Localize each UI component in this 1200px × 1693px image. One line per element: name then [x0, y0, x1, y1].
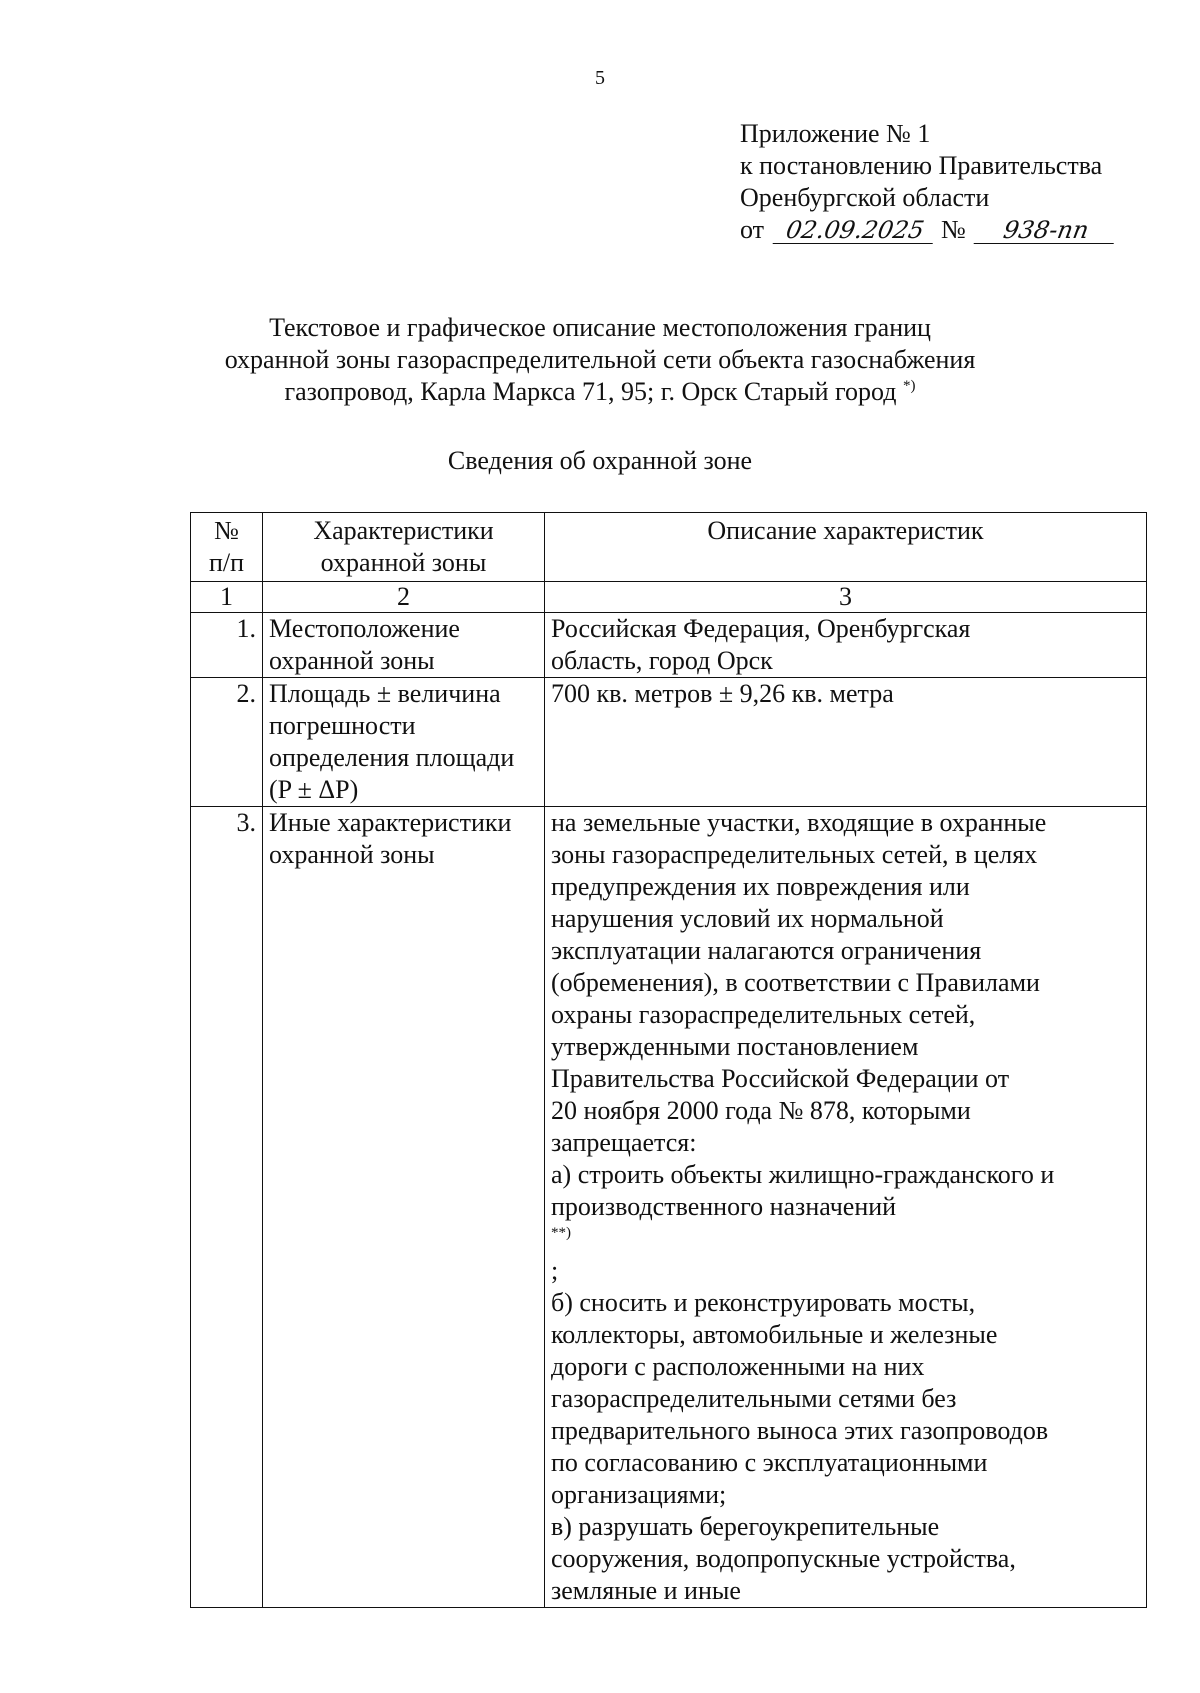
description-line: эксплуатации налагаются ограничения	[551, 936, 982, 965]
title-line-1: Текстовое и графическое описание местоположения границ	[269, 313, 931, 342]
characteristic-line: Площадь ± величина	[269, 679, 501, 708]
characteristic-line: Местоположение	[269, 614, 460, 643]
characteristic-line: погрешности	[269, 711, 416, 740]
appendix-region-line: Оренбургской области	[740, 183, 990, 212]
section-subtitle: Сведения об охранной зоне	[447, 446, 753, 475]
description-line: организациями;	[551, 1480, 727, 1509]
characteristic-line: охранной зоны	[269, 646, 435, 675]
column-number-2: 2	[263, 582, 545, 613]
description-line: земляные и иные	[551, 1576, 741, 1605]
row-description	[545, 678, 1147, 807]
header-characteristics-line-2: охранной зоны	[320, 548, 487, 577]
header-characteristics-cell	[263, 513, 545, 582]
description-line: газораспределительными сетями без	[551, 1384, 957, 1413]
handwritten-document-number: 938-пп	[974, 217, 1119, 244]
table-row	[191, 613, 1147, 678]
characteristic-line: Иные характеристики	[269, 808, 512, 837]
characteristic-line: определения площади	[269, 743, 515, 772]
description-footnote-mark: **)	[551, 1225, 571, 1241]
description-line: зоны газораспределительных сетей, в целях	[551, 840, 1038, 869]
column-number-row	[191, 582, 1147, 613]
title-footnote-mark: *)	[903, 378, 916, 394]
page-number: 5	[595, 67, 605, 89]
header-number-pp: п/п	[208, 548, 245, 577]
zone-info-table	[190, 512, 1147, 1608]
table-row	[191, 678, 1147, 807]
title-line-3	[0, 376, 1200, 408]
number-sign-label: №	[941, 215, 966, 244]
description-line: коллекторы, автомобильные и железные	[551, 1320, 998, 1349]
ot-label: от	[740, 215, 765, 244]
appendix-resolution-line: к постановлению Правительства	[740, 151, 1103, 180]
description-line-with-footnote	[551, 1191, 1140, 1287]
row-index: 2.	[191, 678, 263, 807]
row-index: 1.	[191, 613, 263, 678]
title-line-2: охранной зоны газораспределительной сети объекта газоснабжения	[224, 345, 976, 374]
title-line-3-text: газопровод, Карла Маркса 71, 95; г. Орск Старый город	[284, 377, 897, 406]
description-line: сооружения, водопропускные устройства,	[551, 1544, 1016, 1573]
table-row	[191, 807, 1147, 1608]
characteristic-line: охранной зоны	[269, 840, 435, 869]
header-characteristics-line-1: Характеристики	[313, 516, 494, 545]
description-line: запрещается:	[551, 1128, 697, 1157]
description-line: а) строить объекты жилищно-гражданского и	[551, 1160, 1055, 1189]
description-line: область, город Орск	[551, 646, 773, 675]
document-title	[0, 312, 1200, 408]
handwritten-date: 02.09.2025	[772, 217, 937, 244]
description-line: Российская Федерация, Оренбургская	[551, 614, 971, 643]
description-line: (обременения), в соответствии с Правилами	[551, 968, 1040, 997]
description-line: нарушения условий их нормальной	[551, 904, 944, 933]
row-characteristic	[263, 807, 545, 1608]
row-description	[545, 613, 1147, 678]
header-description-cell: Описание характеристик	[545, 513, 1147, 582]
description-line: по согласованию с эксплуатационными	[551, 1448, 988, 1477]
column-number-3: 3	[545, 582, 1147, 613]
table-header-row	[191, 513, 1147, 582]
row-characteristic	[263, 613, 545, 678]
header-number-sign: №	[214, 516, 239, 545]
description-line: предупреждения их повреждения или	[551, 872, 970, 901]
description-line: б) сносить и реконструировать мосты,	[551, 1288, 976, 1317]
description-line: в) разрушать берегоукрепительные	[551, 1512, 940, 1541]
description-line: предварительного выноса этих газопроводов	[551, 1416, 1049, 1445]
appendix-header	[740, 118, 1180, 246]
column-number-1: 1	[191, 582, 263, 613]
description-line: 20 ноября 2000 года № 878, которыми	[551, 1096, 971, 1125]
description-footnote-suffix: ;	[551, 1256, 559, 1285]
row-description	[545, 807, 1147, 1608]
description-line: на земельные участки, входящие в охранные	[551, 808, 1047, 837]
appendix-date-number-line	[740, 214, 1180, 246]
description-line: утвержденными постановлением	[551, 1032, 919, 1061]
characteristic-line: (P ± ΔP)	[269, 775, 359, 804]
description-line: дороги с расположенными на них	[551, 1352, 925, 1381]
row-characteristic	[263, 678, 545, 807]
description-line: охраны газораспределительных сетей,	[551, 1000, 976, 1029]
description-line: 700 кв. метров ± 9,26 кв. метра	[551, 679, 894, 708]
row-index: 3.	[191, 807, 263, 1608]
appendix-title: Приложение № 1	[740, 119, 931, 148]
description-line: Правительства Российской Федерации от	[551, 1064, 1010, 1093]
description-line-text: производственного назначений	[551, 1192, 897, 1221]
header-number-cell	[191, 513, 263, 582]
